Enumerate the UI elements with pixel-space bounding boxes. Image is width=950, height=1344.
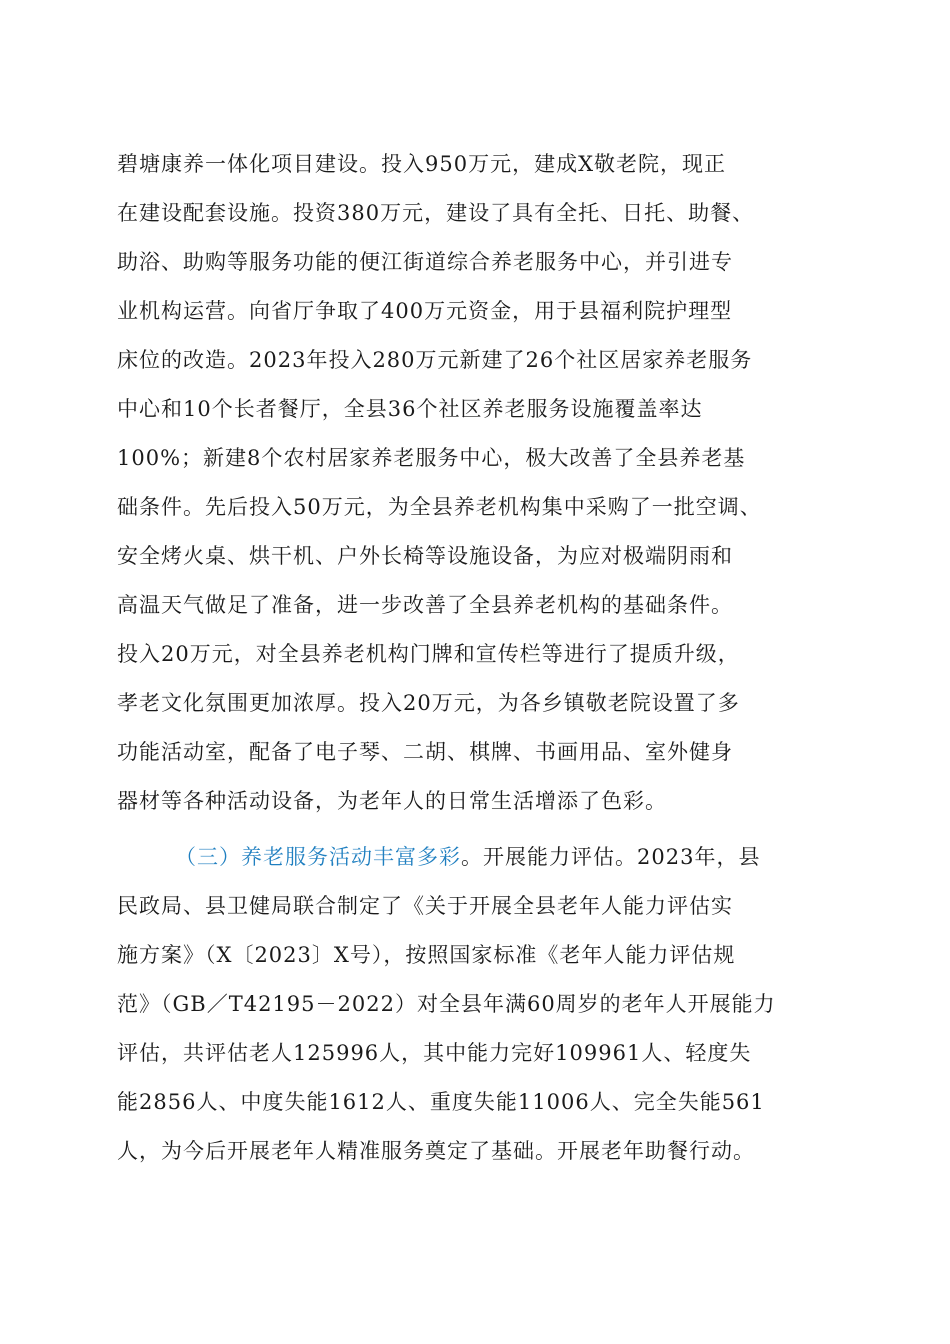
paragraph-line: 助浴、助购等服务功能的便江街道综合养老服务中心，并引进专	[117, 250, 733, 274]
paragraph-line: 孝老文化氛围更加浓厚。投入20万元，为各乡镇敬老院设置了多	[117, 691, 740, 715]
paragraph-line: 础条件。先后投入50万元，为全县养老机构集中采购了一批空调、	[117, 495, 762, 519]
paragraph-line: 床位的改造。2023年投入280万元新建了26个社区居家养老服务	[117, 348, 753, 372]
paragraph-line: 施方案》（X〔2023〕X号），按照国家标准《老年人能力评估规	[117, 943, 736, 967]
section-first-line	[175, 837, 875, 877]
paragraph-line: 100%；新建8个农村居家养老服务中心，极大改善了全县养老基	[117, 446, 746, 470]
paragraph-line: 人，为今后开展老年人精准服务奠定了基础。开展老年助餐行动。	[117, 1139, 755, 1163]
paragraph-line: 业机构运营。向省厅争取了400万元资金，用于县福利院护理型	[117, 299, 733, 323]
paragraph-line: 评估，共评估老人125996人，其中能力完好109961人、轻度失	[117, 1041, 752, 1065]
paragraph-line: 投入20万元，对全县养老机构门牌和宣传栏等进行了提质升级，	[117, 642, 740, 666]
paragraph-line: 安全烤火桌、烘干机、户外长椅等设施设备，为应对极端阴雨和	[117, 544, 733, 568]
paragraph-line: 民政局、县卫健局联合制定了《关于开展全县老年人能力评估实	[117, 894, 733, 918]
section-first-line-text: 。开展能力评估。2023年，县	[461, 845, 761, 869]
section-heading: （三）养老服务活动丰富多彩	[175, 845, 461, 869]
paragraph-line: 范》（GB／T42195－2022）对全县年满60周岁的老年人开展能力	[117, 992, 776, 1016]
paragraph-line: 在建设配套设施。投资380万元，建设了具有全托、日托、助餐、	[117, 201, 755, 225]
paragraph-line: 中心和10个长者餐厅，全县36个社区养老服务设施覆盖率达	[117, 397, 703, 421]
paragraph-line: 高温天气做足了准备，进一步改善了全县养老机构的基础条件。	[117, 593, 733, 617]
paragraph-line: 能2856人、中度失能1612人、重度失能11006人、完全失能561	[117, 1090, 765, 1114]
paragraph-line: 碧塘康养一体化项目建设。投入950万元，建成X敬老院，现正	[117, 152, 727, 176]
paragraph-line: 功能活动室，配备了电子琴、二胡、棋牌、书画用品、室外健身	[117, 740, 733, 764]
paragraph-line: 器材等各种活动设备，为老年人的日常生活增添了色彩。	[117, 789, 667, 813]
